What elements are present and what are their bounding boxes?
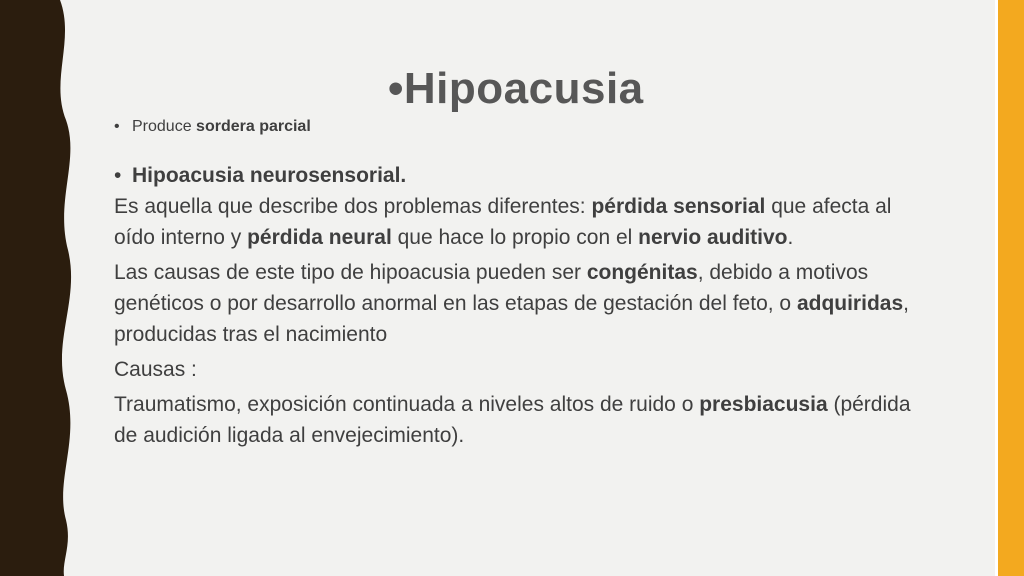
right-accent-band <box>995 0 1024 576</box>
bullet-item-neurosensorial <box>114 160 934 191</box>
bullet-heading: Hipoacusia neurosensorial. <box>132 164 407 187</box>
slide-content <box>114 118 934 451</box>
bullet-marker: • <box>114 164 122 187</box>
bullet-marker: • <box>114 118 120 135</box>
paragraph-causas-heading: Causas : <box>114 358 197 381</box>
paragraph-causes-types: Las causas de este tipo de hipoacusia pueden ser congénitas, debido a motivos genéticos o por desarrollo anormal en las etapas de gestación del feto, o adquiridas, producidas tras el nacimiento <box>114 261 909 346</box>
bullet-item-sordera <box>114 118 934 136</box>
slide-title: •Hipoacusia <box>388 64 644 113</box>
paragraph-definition: Es aquella que describe dos problemas diferentes: pérdida sensorial que afecta al oído interno y pérdida neural que hace lo propio con el nervio auditivo. <box>114 195 892 249</box>
bullet-text: Produce sordera parcial <box>132 118 311 135</box>
paragraph-causes-list: Traumatismo, exposición continuada a niveles altos de ruido o presbiacusia (pérdida de audición ligada al envejecimiento). <box>114 393 911 447</box>
left-decorative-band <box>0 0 90 576</box>
